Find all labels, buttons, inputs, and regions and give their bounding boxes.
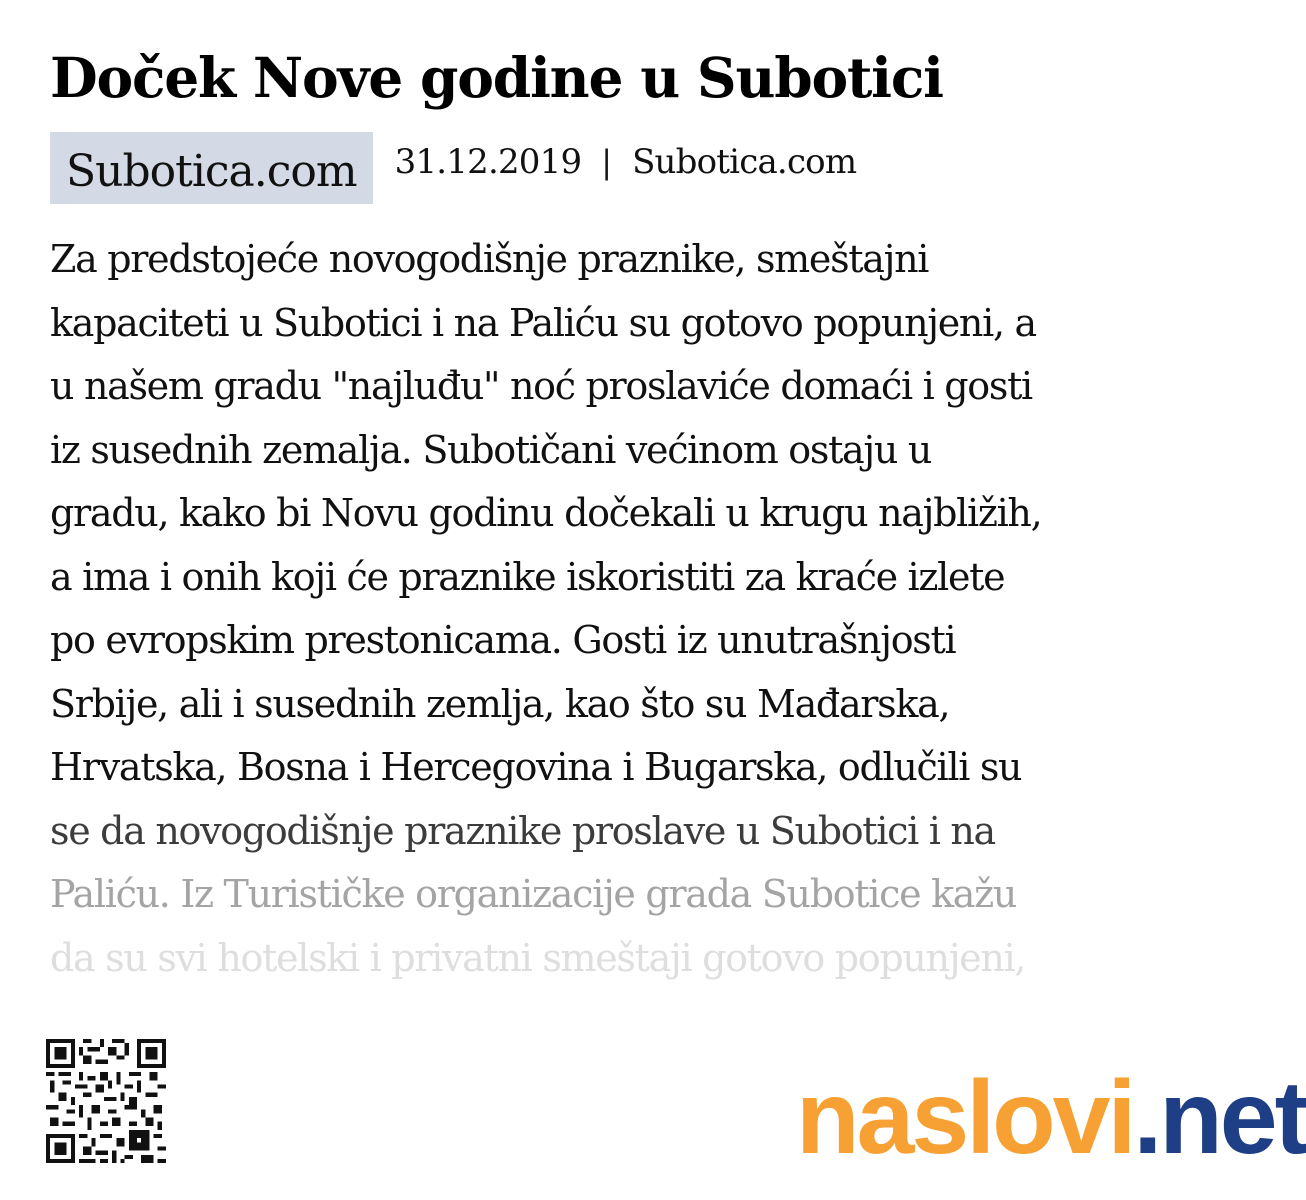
article-line: iz susednih zemalja. Subotičani većinom ostaju u: [50, 427, 932, 472]
naslovi-net-logo[interactable]: [796, 1060, 1306, 1176]
article-line: a ima i onih koji će praznike iskoristiti za kraće izlete: [50, 554, 1005, 599]
article-line: Za predstojeće novogodišnje praznike, smeštajni: [50, 237, 929, 281]
source-badge[interactable]: Subotica.com: [50, 132, 373, 204]
article-line: se da novogodišnje praznike proslave u Subotici i na: [50, 808, 995, 853]
qr-code-icon[interactable]: [46, 1038, 166, 1164]
article-line: po evropskim prestonicama. Gosti iz unutrašnjosti: [50, 618, 956, 662]
article-meta: [50, 132, 856, 204]
publish-date: 31.12.2019: [394, 142, 582, 182]
article-line: Srbije, ali i susednih zemlja, kao što su Mađarska,: [50, 681, 950, 726]
logo-part-net: .net: [1133, 1060, 1306, 1176]
article-line: Hrvatska, Bosna i Hercegovina i Bugarska, odlučili su: [50, 745, 1022, 789]
article-line: u našem gradu "najluđu" noć proslaviće domaći i gosti: [50, 364, 1032, 408]
meta-separator: |: [601, 143, 613, 181]
source-name: Subotica.com: [632, 142, 857, 182]
article-line: Paliću. Iz Turističke organizacije grada Subotice kažu: [50, 872, 1017, 916]
article-line: da su svi hotelski i privatni smeštaji gotovo popunjeni,: [50, 935, 1026, 980]
logo-part-naslovi: naslovi: [796, 1060, 1134, 1176]
article-title: Doček Nove godine u Subotici: [50, 45, 943, 110]
article-line: gradu, kako bi Novu godinu dočekali u krugu najbližih,: [50, 491, 1042, 535]
article-body: [50, 228, 1160, 988]
article-line: kapaciteti u Subotici i na Paliću su gotovo popunjeni, a: [50, 300, 1036, 345]
